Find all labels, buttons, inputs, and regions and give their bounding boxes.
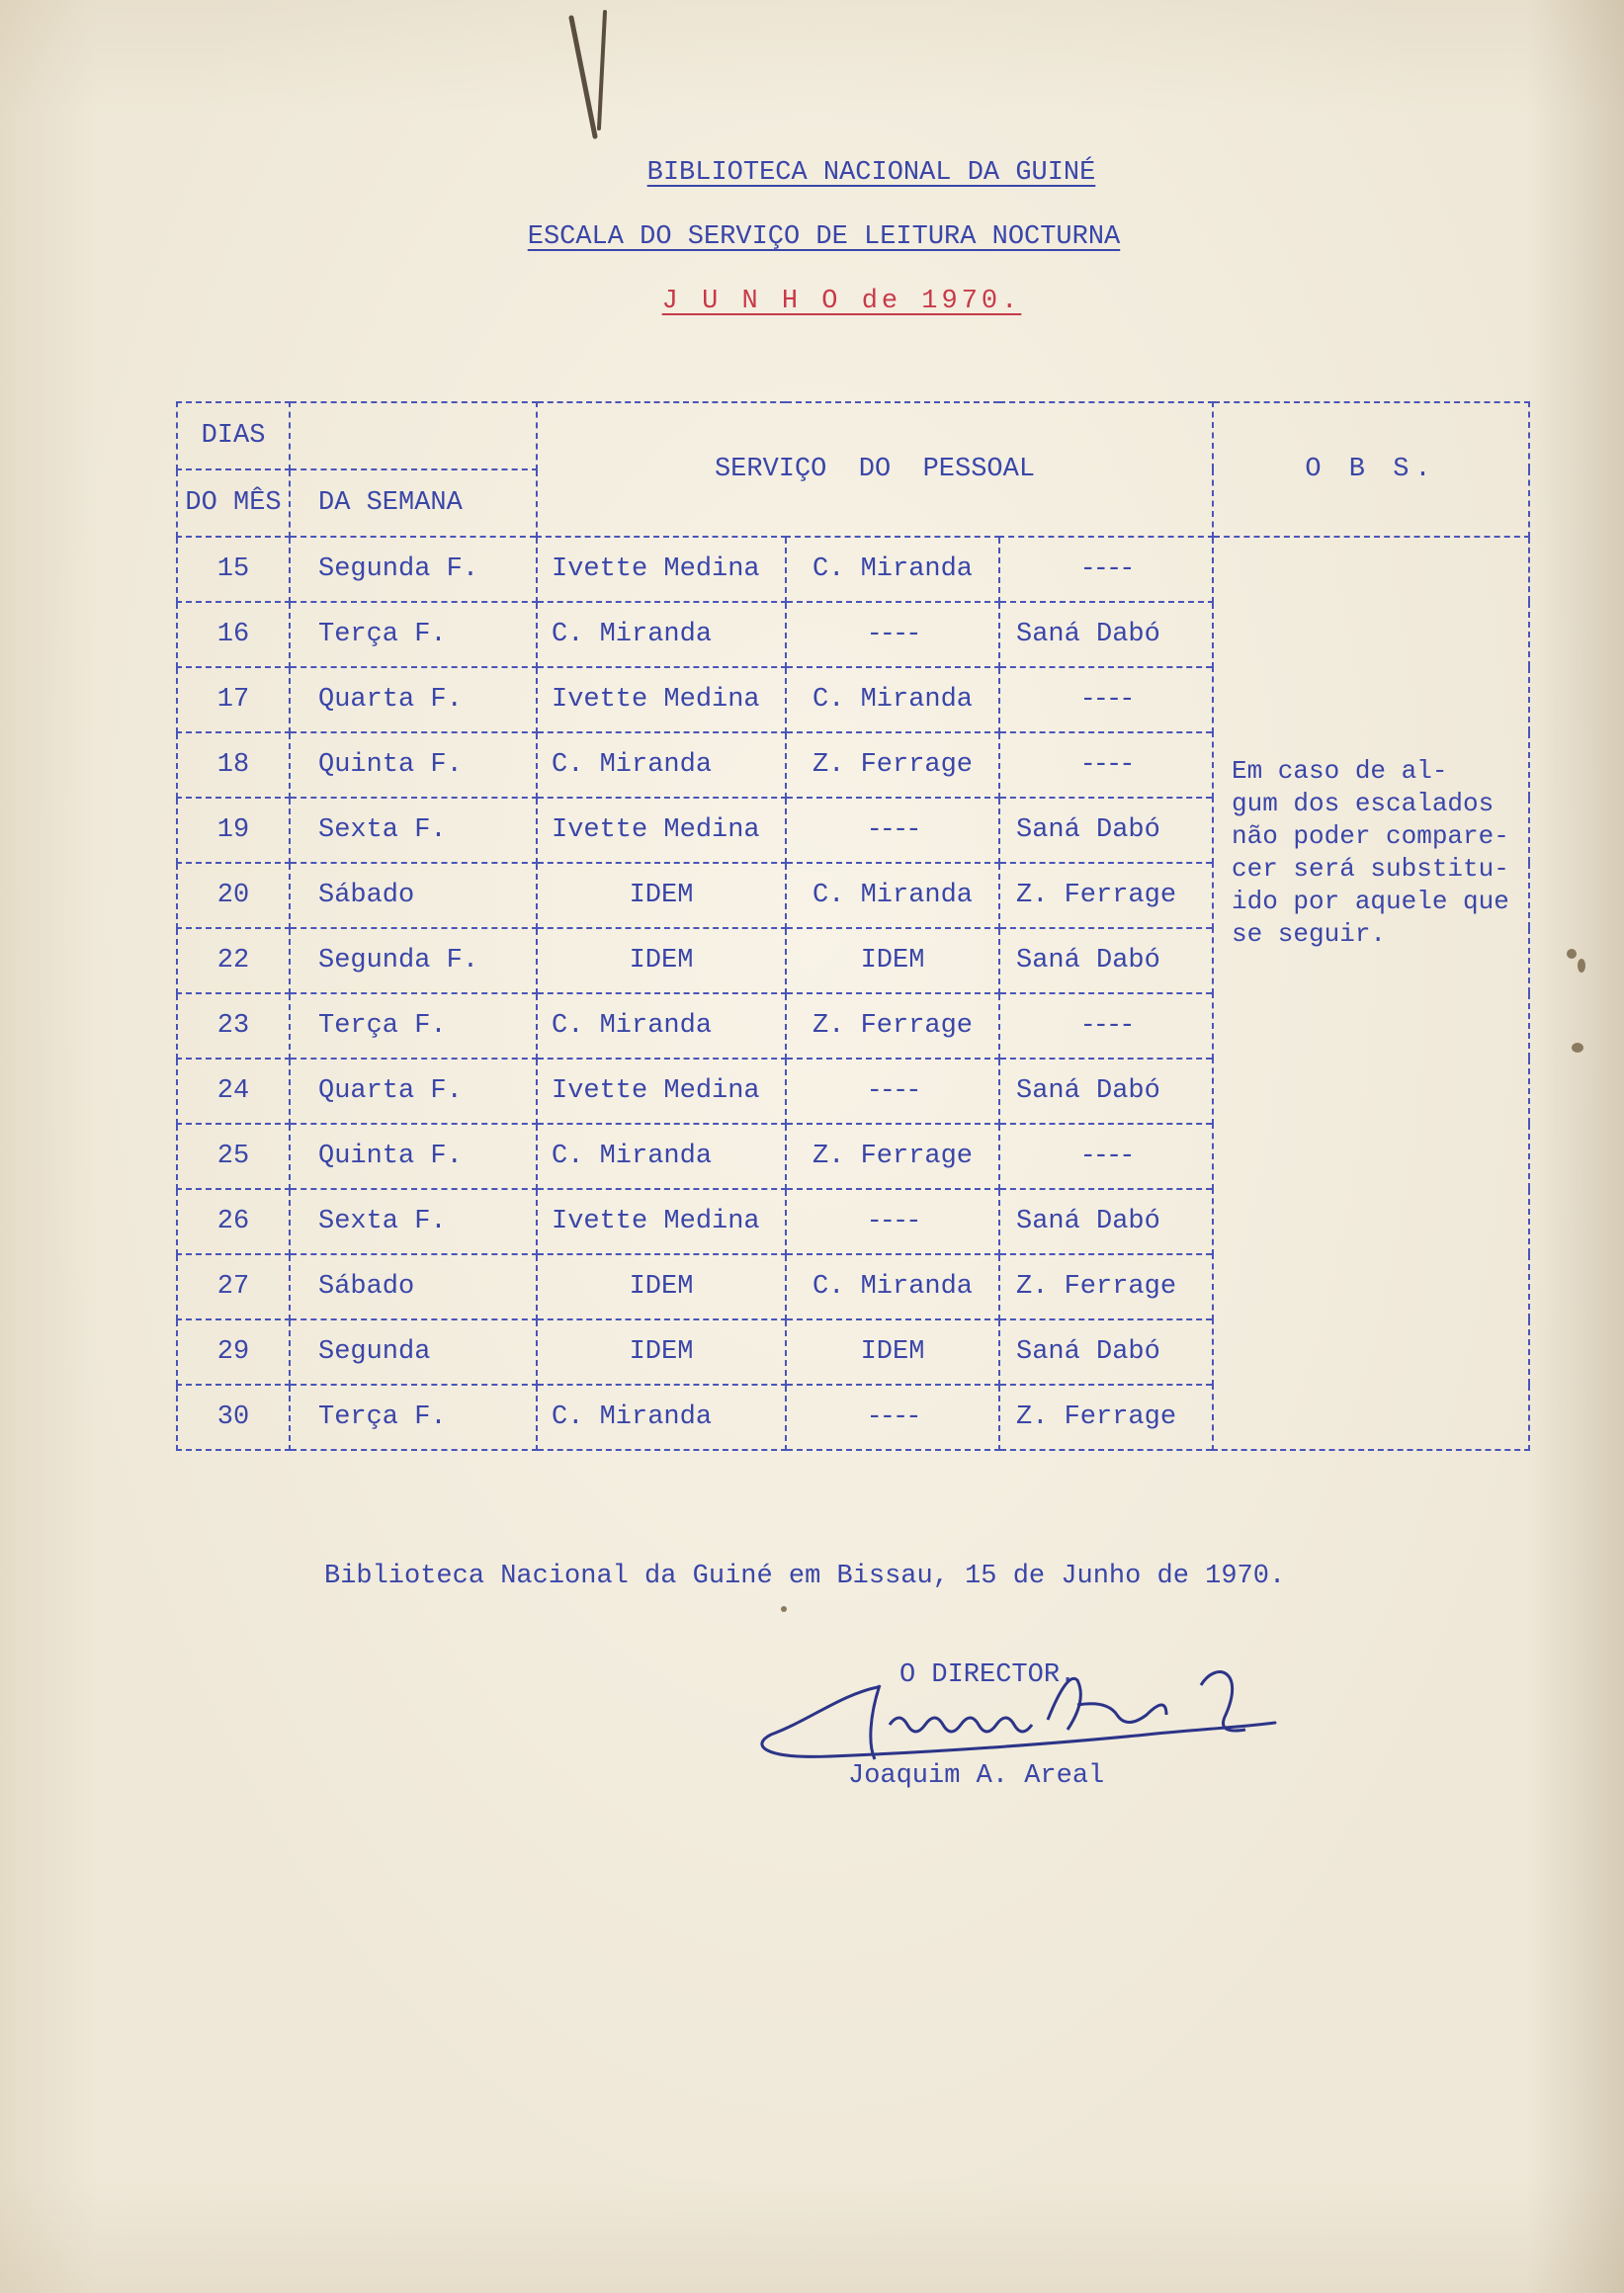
paper-speck (1578, 959, 1585, 973)
institution-title: BIBLIOTECA NACIONAL DA GUINÉ (646, 158, 1096, 188)
weekday-cell: Segunda F. (290, 928, 537, 993)
staff-cell-1: IDEM (537, 1254, 786, 1319)
staff-cell-2: C. Miranda (786, 863, 999, 928)
header-obs: O B S. (1213, 402, 1529, 537)
staff-cell-1: Ivette Medina (537, 667, 786, 732)
staff-cell-3: ---- (999, 667, 1213, 732)
staff-cell-2: IDEM (786, 928, 999, 993)
weekday-cell: Sábado (290, 863, 537, 928)
header-dias: DIAS (177, 402, 290, 469)
day-cell: 29 (177, 1319, 290, 1385)
staff-cell-3: Saná Dabó (999, 1059, 1213, 1124)
header-da-semana: DA SEMANA (290, 469, 537, 537)
day-cell: 24 (177, 1059, 290, 1124)
place-date-line: Biblioteca Nacional da Guiné em Bissau, 15 de Junho de 1970. (324, 1562, 1286, 1591)
staff-cell-1: Ivette Medina (537, 1189, 786, 1254)
weekday-cell: Sábado (290, 1254, 537, 1319)
weekday-cell: Sexta F. (290, 1189, 537, 1254)
day-cell: 19 (177, 798, 290, 863)
staff-cell-2: C. Miranda (786, 1254, 999, 1319)
staff-cell-3: Z. Ferrage (999, 863, 1213, 928)
staff-cell-3: ---- (999, 993, 1213, 1059)
staff-cell-3: Saná Dabó (999, 928, 1213, 993)
obs-cell (1213, 537, 1529, 1450)
day-cell: 22 (177, 928, 290, 993)
staff-cell-3: Saná Dabó (999, 798, 1213, 863)
staff-cell-2: ---- (786, 1059, 999, 1124)
day-cell: 15 (177, 537, 290, 602)
weekday-cell: Sexta F. (290, 798, 537, 863)
staff-cell-1: C. Miranda (537, 732, 786, 798)
day-cell: 23 (177, 993, 290, 1059)
day-cell: 16 (177, 602, 290, 667)
day-cell: 17 (177, 667, 290, 732)
period-title: J U N H O de 1970. (661, 287, 1022, 316)
staff-cell-1: Ivette Medina (537, 1059, 786, 1124)
staff-cell-1: C. Miranda (537, 1124, 786, 1189)
staff-cell-1: C. Miranda (537, 602, 786, 667)
staff-cell-2: C. Miranda (786, 537, 999, 602)
staff-cell-1: IDEM (537, 928, 786, 993)
staff-cell-2: ---- (786, 1189, 999, 1254)
director-name: Joaquim A. Areal (848, 1761, 1105, 1791)
schedule-table (176, 401, 1530, 1451)
day-cell: 30 (177, 1385, 290, 1450)
staff-cell-3: Saná Dabó (999, 1319, 1213, 1385)
staff-cell-1: C. Miranda (537, 1385, 786, 1450)
day-cell: 27 (177, 1254, 290, 1319)
table-header-row-1 (177, 402, 1529, 469)
paper-speck (781, 1606, 787, 1612)
staff-cell-2: Z. Ferrage (786, 732, 999, 798)
staff-cell-3: Z. Ferrage (999, 1254, 1213, 1319)
weekday-cell: Segunda (290, 1319, 537, 1385)
pencil-check-mark (554, 10, 672, 148)
staff-cell-2: Z. Ferrage (786, 993, 999, 1059)
staff-cell-2: ---- (786, 798, 999, 863)
day-cell: 20 (177, 863, 290, 928)
staff-cell-1: Ivette Medina (537, 537, 786, 602)
weekday-cell: Quinta F. (290, 732, 537, 798)
weekday-cell: Quinta F. (290, 1124, 537, 1189)
day-cell: 25 (177, 1124, 290, 1189)
staff-cell-1: Ivette Medina (537, 798, 786, 863)
staff-cell-3: Saná Dabó (999, 602, 1213, 667)
staff-cell-2: ---- (786, 602, 999, 667)
staff-cell-1: IDEM (537, 1319, 786, 1385)
day-cell: 18 (177, 732, 290, 798)
table-row (177, 537, 1529, 602)
paper-speck (1572, 1043, 1583, 1053)
weekday-cell: Quarta F. (290, 667, 537, 732)
staff-cell-3: ---- (999, 1124, 1213, 1189)
weekday-cell: Terça F. (290, 1385, 537, 1450)
staff-cell-1: C. Miranda (537, 993, 786, 1059)
header-do-mes: DO MÊS (177, 469, 290, 537)
staff-cell-2: Z. Ferrage (786, 1124, 999, 1189)
director-label: O DIRECTOR. (899, 1660, 1076, 1690)
staff-cell-3: Z. Ferrage (999, 1385, 1213, 1450)
header-blank (290, 402, 537, 469)
weekday-cell: Quarta F. (290, 1059, 537, 1124)
schedule-subtitle: ESCALA DO SERVIÇO DE LEITURA NOCTURNA (527, 222, 1121, 252)
obs-note: Em caso de al- gum dos escalados não poder compare- cer será substitu- ido por aquele que se seguir. (1232, 756, 1509, 949)
weekday-cell: Terça F. (290, 993, 537, 1059)
staff-cell-2: ---- (786, 1385, 999, 1450)
staff-cell-2: IDEM (786, 1319, 999, 1385)
weekday-cell: Segunda F. (290, 537, 537, 602)
header-servico: SERVIÇO DO PESSOAL (537, 402, 1213, 537)
signature-text: Joaquim Areal (751, 1782, 759, 1783)
day-cell: 26 (177, 1189, 290, 1254)
staff-cell-2: C. Miranda (786, 667, 999, 732)
staff-cell-3: ---- (999, 537, 1213, 602)
staff-cell-3: ---- (999, 732, 1213, 798)
paper-speck (1567, 949, 1577, 959)
staff-cell-1: IDEM (537, 863, 786, 928)
weekday-cell: Terça F. (290, 602, 537, 667)
staff-cell-3: Saná Dabó (999, 1189, 1213, 1254)
